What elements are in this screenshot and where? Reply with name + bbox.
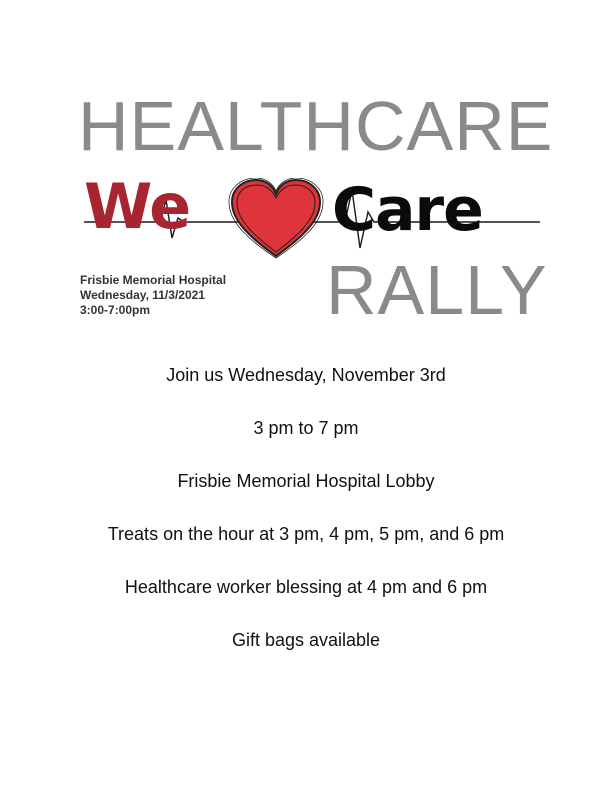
event-info-block: [80, 273, 226, 318]
detail-line-hours: 3 pm to 7 pm: [253, 418, 359, 438]
event-details: [0, 366, 612, 684]
detail-line-invitation: Join us Wednesday, November 3rd: [166, 365, 446, 385]
event-date: Wednesday, 11/3/2021: [80, 288, 205, 302]
detail-line-treats: Treats on the hour at 3 pm, 4 pm, 5 pm, and 6 pm: [107, 524, 505, 544]
heart-icon: [228, 178, 324, 262]
logo-rally-word: RALLY: [326, 251, 548, 329]
logo-we-word: We: [84, 170, 191, 243]
logo-healthcare-word: HEALTHCARE: [78, 87, 554, 165]
rally-logo: [0, 0, 612, 340]
detail-line-location: Frisbie Memorial Hospital Lobby: [177, 471, 435, 491]
detail-line-blessing: Healthcare worker blessing at 4 pm and 6 pm: [124, 577, 488, 597]
detail-line-gift-bags: Gift bags available: [231, 630, 381, 650]
event-hospital: Frisbie Memorial Hospital: [80, 273, 227, 287]
logo-care-word: Care: [332, 175, 483, 245]
event-time: 3:00-7:00pm: [80, 303, 151, 317]
